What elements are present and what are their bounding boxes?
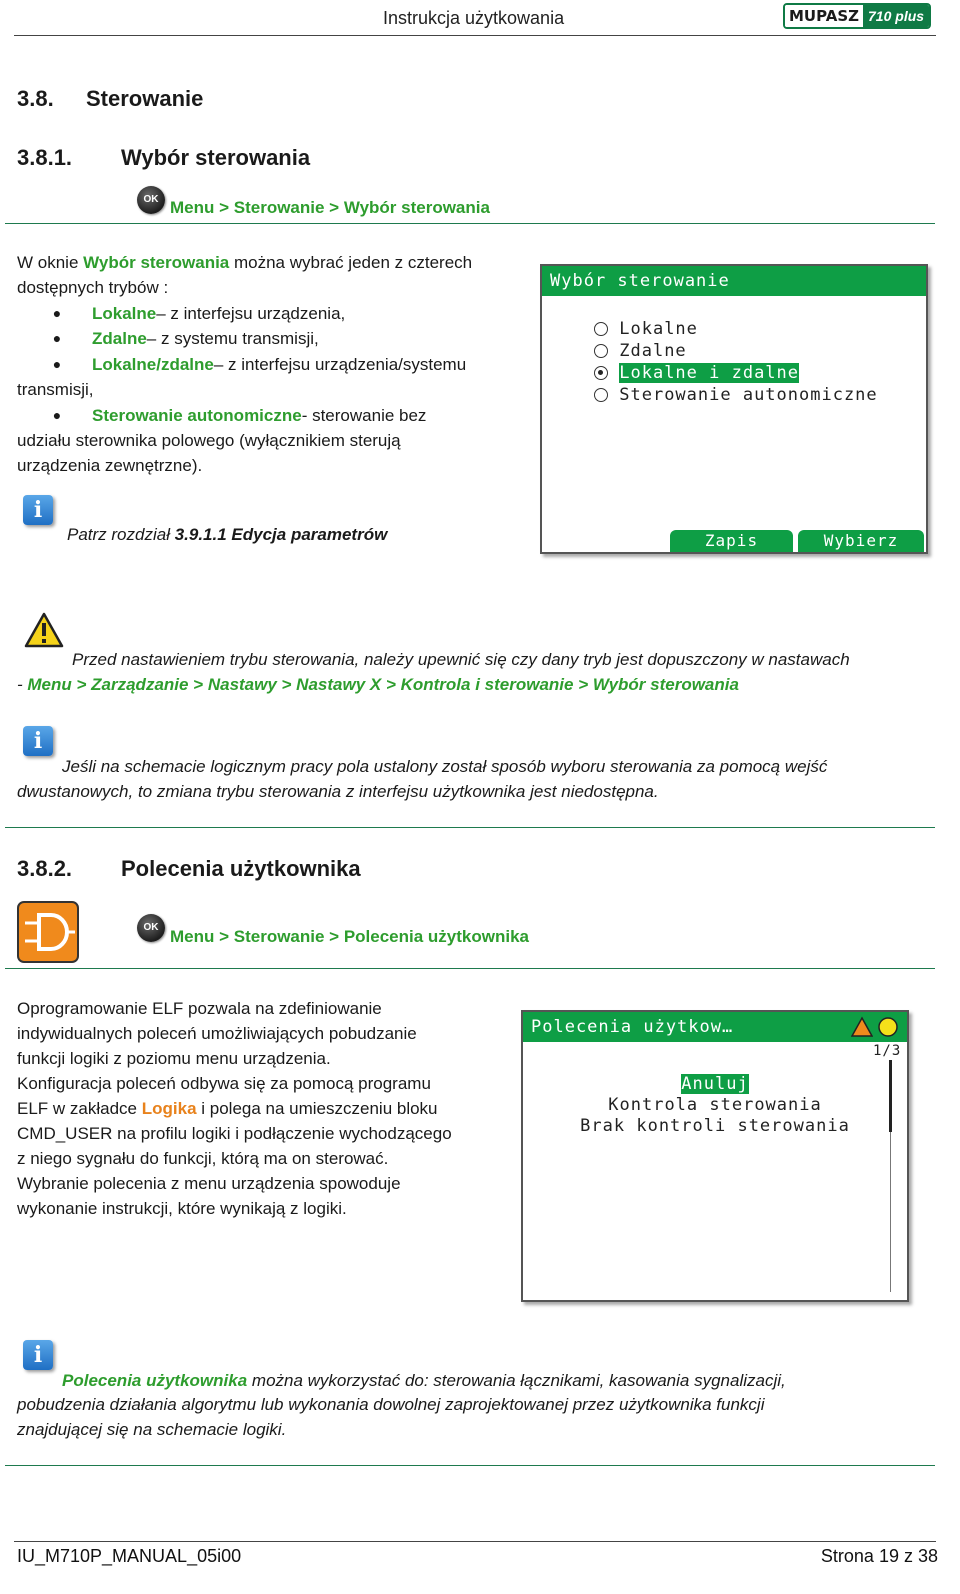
logika-tab-ref: Logika — [141, 1099, 197, 1118]
logo-sub: 710 plus — [863, 5, 929, 27]
radio-option-lokalne-i-zdalne[interactable]: Lokalne i zdalne — [594, 362, 878, 384]
section-3-8-2-title: Polecenia użytkownika — [121, 856, 361, 881]
warning-icon — [24, 612, 64, 648]
section-divider — [5, 968, 935, 969]
command-list — [523, 1074, 907, 1137]
menu-path-polecenia: Menu > Sterowanie > Polecenia użytkownika — [170, 927, 530, 946]
intro-text-cont: dostępnych trybów : — [17, 278, 169, 297]
device-screen-wybor — [540, 264, 928, 554]
scrollbar-track[interactable] — [890, 1132, 891, 1292]
usage-note-line1: Polecenia użytkownika można wykorzystać do: sterowania łącznikami, kasowania sygnalizacji, — [62, 1371, 786, 1390]
screen-title: Polecenia użytkow… — [523, 1012, 907, 1042]
status-indicator-icon — [877, 1016, 899, 1038]
command-item-anuluj[interactable]: Anuluj — [681, 1074, 749, 1094]
info-icon: i — [23, 495, 53, 525]
info-icon: i — [23, 1340, 53, 1370]
radio-icon — [594, 322, 608, 336]
ok-button-icon: OK — [137, 914, 165, 942]
section-3-8-1-number: 3.8.1. — [17, 145, 73, 170]
usage-note-line2: pobudzenia działania algorytmu lub wykonania dowolnej zaprojektowanej przez użytkownika funkcji — [17, 1395, 765, 1414]
select-button[interactable]: Wybierz — [798, 530, 924, 552]
menu-path-wybor: Menu > Sterowanie > Wybór sterowania — [170, 198, 490, 217]
document-id: IU_M710P_MANUAL_05i00 — [17, 1546, 242, 1566]
warning-text: Przed nastawieniem trybu sterowania, należy upewnić się czy dany tryb jest dopuszczony w nastawach — [72, 650, 850, 669]
save-button[interactable]: Zapis — [670, 530, 793, 552]
screen-title: Wybór sterowanie — [542, 266, 926, 296]
section-3-8-1-title: Wybór sterowania — [121, 145, 311, 170]
section-divider — [5, 827, 935, 828]
section-3-8-number: 3.8. — [17, 86, 54, 111]
list-item: ● Sterowanie autonomiczne - sterowanie bez — [52, 406, 427, 425]
section-3-8-title: Sterowanie — [86, 86, 204, 111]
see-reference: Patrz rozdział 3.9.1.1 Edycja parametrów — [67, 525, 388, 544]
command-item-kontrola[interactable]: Kontrola sterowania — [608, 1095, 822, 1115]
page-indicator: 1/3 — [873, 1043, 902, 1059]
section-divider — [5, 223, 935, 224]
list-item-cont: urządzenia zewnętrzne). — [17, 456, 203, 475]
section-divider — [5, 1465, 935, 1466]
list-item: ● Lokalne – z interfejsu urządzenia, — [52, 304, 346, 323]
warning-path: - Menu > Zarządzanie > Nastawy > Nastawy X > Kontrola i sterowanie > Wybór sterowania — [17, 675, 739, 694]
device-screen-polecenia — [521, 1010, 909, 1302]
info-note-line2: dwustanowych, to zmiana trybu sterowania z interfejsu użytkownika jest niedostępna. — [17, 782, 659, 801]
radio-icon — [594, 344, 608, 358]
footer-divider — [14, 1541, 936, 1542]
page-number: Strona 19 z 38 — [820, 1546, 938, 1566]
alarm-triangle-icon — [851, 1016, 873, 1038]
usage-note-line3: znajdującej się na schemacie logiki. — [17, 1420, 287, 1439]
control-mode-list — [594, 318, 878, 406]
radio-option-zdalne[interactable]: Zdalne — [594, 340, 878, 362]
ok-button-icon: OK — [137, 186, 165, 214]
section-3-8-2-number: 3.8.2. — [17, 856, 73, 881]
user-command-block-icon — [17, 901, 79, 963]
info-note-line1: Jeśli na schemacie logicznym pracy pola ustalony został sposób wyboru sterowania za pomocą wejść — [62, 757, 828, 776]
logo-main: MUPASZ — [785, 5, 863, 27]
intro-term: Wybór sterowania — [83, 253, 230, 272]
brand-logo — [783, 3, 931, 29]
command-item-brak-kontroli[interactable]: Brak kontroli sterowania — [580, 1116, 850, 1136]
radio-option-autonomiczne[interactable]: Sterowanie autonomiczne — [594, 384, 878, 406]
intro-text: W oknie Wybór sterowania można wybrać jeden z czterech — [17, 253, 473, 272]
commands-paragraph: Oprogramowanie ELF pozwala na zdefiniowanie indywidualnych poleceń umożliwiających pobudzanie funkcji logiki z poziomu menu urządzenia. Konfiguracja poleceń odbywa się za pomocą programu ELF w zakładce Logika i polega na umieszczeniu bloku CMD_USER na profilu logiki i podłączenie wychodzącego z niego sygnału do funkcji, którą ma on sterować. Wybranie polecenia z menu urządzenia spowoduje wykonanie instrukcji, które wynikają z logiki. — [17, 999, 452, 1218]
list-item: ● Zdalne – z systemu transmisji, — [52, 329, 319, 348]
list-item-cont: transmisji, — [17, 380, 94, 399]
info-icon: i — [23, 726, 53, 756]
header-title: Instrukcja użytkowania — [383, 8, 565, 28]
radio-selected-icon — [594, 366, 608, 380]
list-item: ● Lokalne/zdalne – z interfejsu urządzenia/systemu — [52, 355, 467, 374]
radio-option-lokalne[interactable]: Lokalne — [594, 318, 878, 340]
header-divider — [14, 35, 936, 36]
radio-icon — [594, 388, 608, 402]
list-item-cont: udziału sterownika polowego (wyłącznikiem sterują — [17, 431, 401, 450]
